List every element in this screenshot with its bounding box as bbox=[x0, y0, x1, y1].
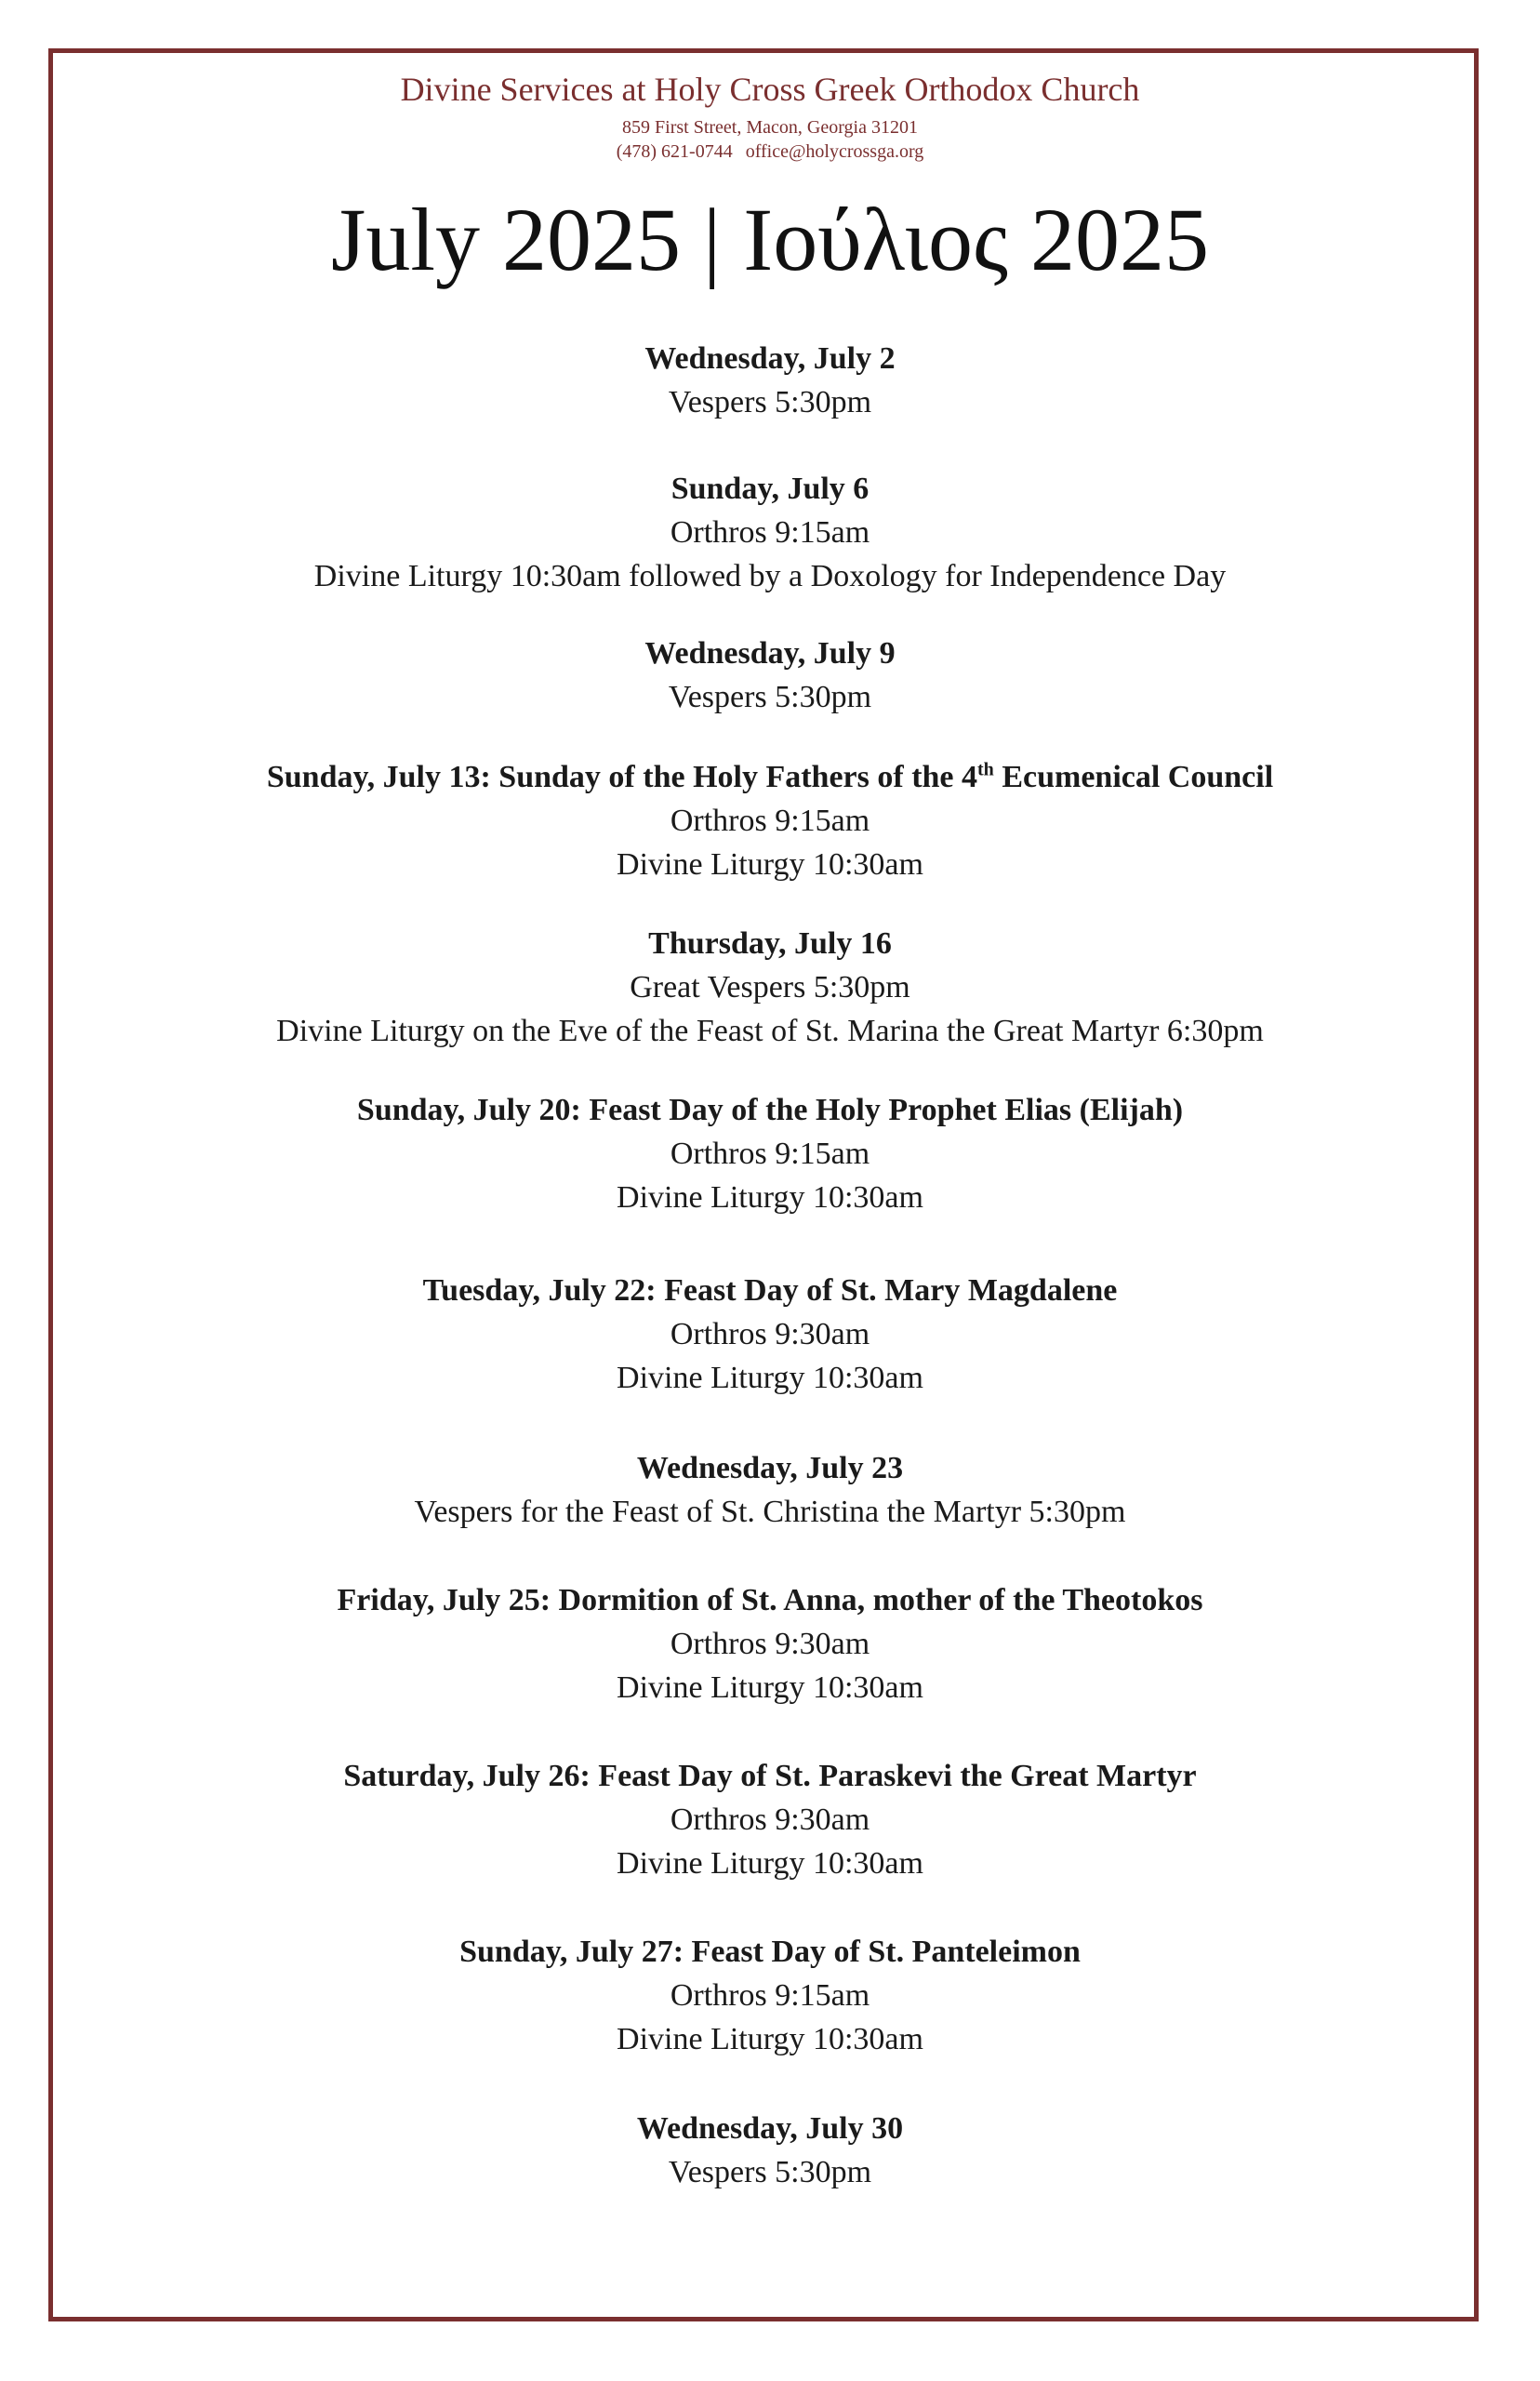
event-block bbox=[0, 632, 1540, 719]
church-address: 859 First Street, Macon, Georgia 31201 bbox=[622, 117, 918, 138]
service-line: Divine Liturgy on the Eve of the Feast of St. Marina the Great Martyr 6:30pm bbox=[276, 1014, 1264, 1048]
service-line: Vespers for the Feast of St. Christina the Martyr 5:30pm bbox=[414, 1495, 1126, 1529]
ordinal-suffix: th bbox=[977, 759, 994, 780]
service-line: Vespers 5:30pm bbox=[668, 680, 872, 714]
event-date-part: Sunday, July 13: Sunday of the Holy Fathers of the 4 bbox=[266, 760, 978, 794]
service-line: Divine Liturgy 10:30am bbox=[617, 1670, 923, 1705]
event-date: Friday, July 25: Dormition of St. Anna, mother of the Theotokos bbox=[337, 1583, 1203, 1617]
service-line: Orthros 9:15am bbox=[670, 1137, 870, 1171]
service-line: Orthros 9:30am bbox=[670, 1627, 870, 1661]
event-date: Saturday, July 26: Feast Day of St. Paraskevi the Great Martyr bbox=[343, 1759, 1197, 1793]
service-line: Vespers 5:30pm bbox=[668, 385, 872, 419]
service-line: Divine Liturgy 10:30am bbox=[617, 1361, 923, 1395]
event-block bbox=[0, 1578, 1540, 1709]
event-block bbox=[0, 1269, 1540, 1400]
service-line: Divine Liturgy 10:30am bbox=[617, 847, 923, 882]
event-date: Sunday, July 27: Feast Day of St. Panteleimon bbox=[459, 1935, 1081, 1969]
event-block bbox=[0, 922, 1540, 1053]
event-date: Thursday, July 16 bbox=[648, 926, 892, 961]
service-line: Great Vespers 5:30pm bbox=[630, 970, 910, 1004]
event-date-part: Ecumenical Council bbox=[993, 760, 1274, 794]
event-date: Sunday, July 6 bbox=[670, 472, 870, 506]
event-date: Wednesday, July 30 bbox=[636, 2111, 904, 2146]
service-line: Orthros 9:30am bbox=[670, 1802, 870, 1837]
event-block bbox=[0, 467, 1540, 598]
service-line: Divine Liturgy 10:30am followed by a Doxology for Independence Day bbox=[313, 559, 1227, 593]
event-block bbox=[0, 1930, 1540, 2061]
event-block bbox=[0, 1754, 1540, 1885]
service-line: Orthros 9:30am bbox=[670, 1317, 870, 1351]
service-line: Divine Liturgy 10:30am bbox=[617, 2022, 923, 2056]
event-block bbox=[0, 337, 1540, 424]
service-line: Vespers 5:30pm bbox=[668, 2155, 872, 2189]
service-line: Orthros 9:15am bbox=[670, 1978, 870, 2013]
event-date: Wednesday, July 23 bbox=[636, 1451, 904, 1485]
event-block bbox=[0, 1088, 1540, 1219]
event-date: Wednesday, July 9 bbox=[644, 636, 896, 671]
church-phone: (478) 621-0744 bbox=[616, 141, 733, 162]
church-email[interactable]: office@holycrossga.org bbox=[745, 141, 924, 162]
event-block bbox=[0, 1446, 1540, 1534]
service-line: Orthros 9:15am bbox=[670, 515, 870, 550]
service-line: Divine Liturgy 10:30am bbox=[617, 1180, 923, 1215]
event-block bbox=[0, 755, 1540, 886]
event-block bbox=[0, 2107, 1540, 2194]
event-date bbox=[0, 755, 1540, 799]
church-name: Divine Services at Holy Cross Greek Orthodox Church bbox=[400, 71, 1140, 108]
event-date: Tuesday, July 22: Feast Day of St. Mary Magdalene bbox=[422, 1273, 1118, 1308]
event-date: Wednesday, July 2 bbox=[644, 341, 896, 376]
event-date: Sunday, July 20: Feast Day of the Holy Prophet Elias (Elijah) bbox=[356, 1093, 1184, 1127]
month-title: July 2025 | Ιούλιος 2025 bbox=[331, 190, 1209, 289]
church-contact bbox=[0, 140, 1540, 164]
service-line: Orthros 9:15am bbox=[670, 804, 870, 838]
service-line: Divine Liturgy 10:30am bbox=[617, 1846, 923, 1881]
